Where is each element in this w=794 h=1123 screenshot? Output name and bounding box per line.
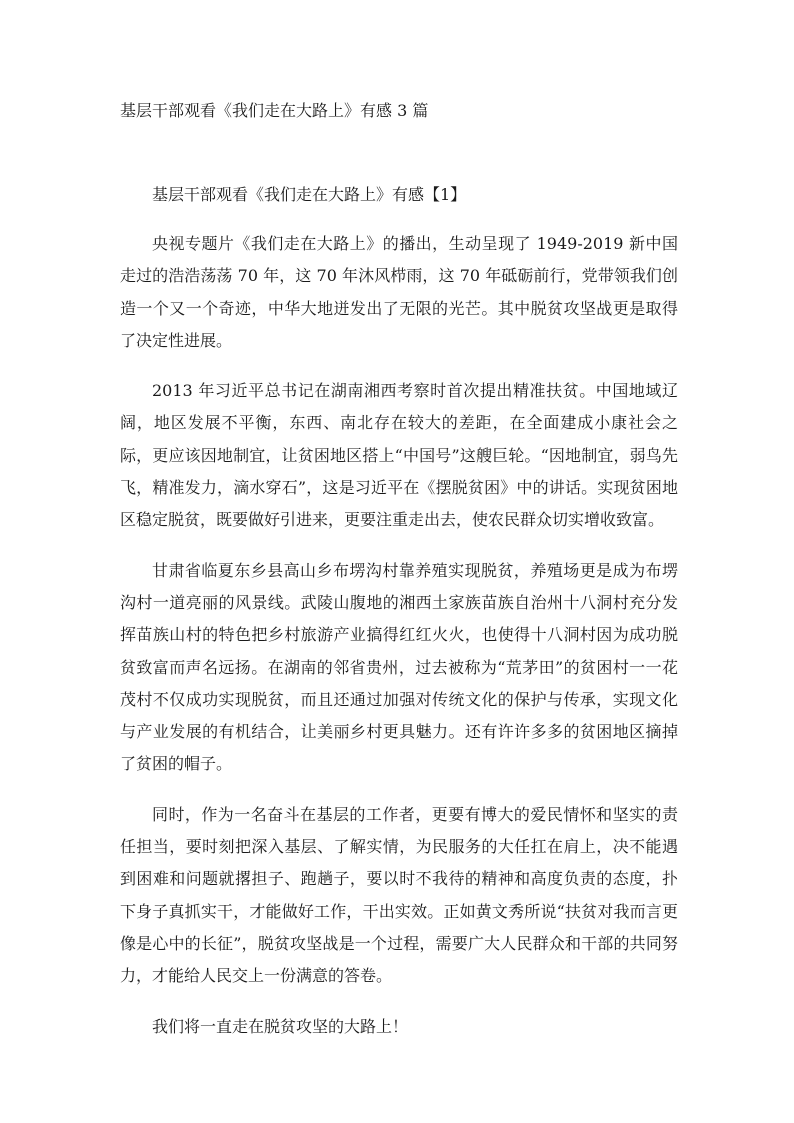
paragraph-3: 甘肃省临夏东乡县高山乡布塄沟村靠养殖实现脱贫，养殖场更是成为布塄沟村一道亮丽的风景线。武陵山腹地的湘西土家族苗族自治州十八洞村充分发挥苗族山村的特色把乡村旅游产业搞得红红火火，也使得十八洞村因为成功脱贫致富而声名远扬。在湖南的邻省贵州，过去被称为“荒茅田”的贫困村一一花茂村不仅成功实现脱贫，而且还通过加强对传统文化的保护与传承，实现文化与产业发展的有机结合，让美丽乡村更具魅力。还有许许多多的贫困地区摘掉了贫困的帽子。 [120,560,678,774]
paragraph-4: 同时，作为一名奋斗在基层的工作者，更要有博大的爱民情怀和坚实的责任担当，要时刻把深入基层、了解实情，为民服务的大任扛在肩上，决不能遇到困难和问题就撂担子、跑趟子，要以时不我待的精神和高度负责的态度，扑下身子真抓实干，才能做好工作，干出实效。正如黄文秀所说“扶贫对我而言更像是心中的长征”，脱贫攻坚战是一个过程，需要广大人民群众和干部的共同努力，才能给人民交上一份满意的答卷。 [120,804,678,986]
paragraph-5: 我们将一直走在脱贫攻坚的大路上！ [152,1016,409,1036]
paragraph-1: 央视专题片《我们走在大路上》的播出，生动呈现了 1949-2019 新中国走过的浩浩荡荡 70 年，这 70 年沐风栉雨，这 70 年砥砺前行，党带领我们创造一个又一个奇迹，中华大地迸发出了无限的光芒。其中脱贫攻坚战更是取得了决定性进展。 [120,234,678,350]
paragraph-2: 2013 年习近平总书记在湖南湘西考察时首次提出精准扶贫。中国地域辽阔，地区发展不平衡，东西、南北存在较大的差距，在全面建成小康社会之际，更应该因地制宜，让贫困地区搭上“中国号”这艘巨轮。“因地制宜，弱鸟先飞，精准发力，滴水穿石”，这是习近平在《摆脱贫困》中的讲话。实现贫困地区稳定脱贫，既要做好引进来，更要注重走出去，使农民群众切实增收致富。 [120,381,678,530]
section-heading: 基层干部观看《我们走在大路上》有感【1】 [152,185,467,204]
document-body [120,228,678,1061]
document-title: 基层干部观看《我们走在大路上》有感 3 篇 [120,101,429,120]
